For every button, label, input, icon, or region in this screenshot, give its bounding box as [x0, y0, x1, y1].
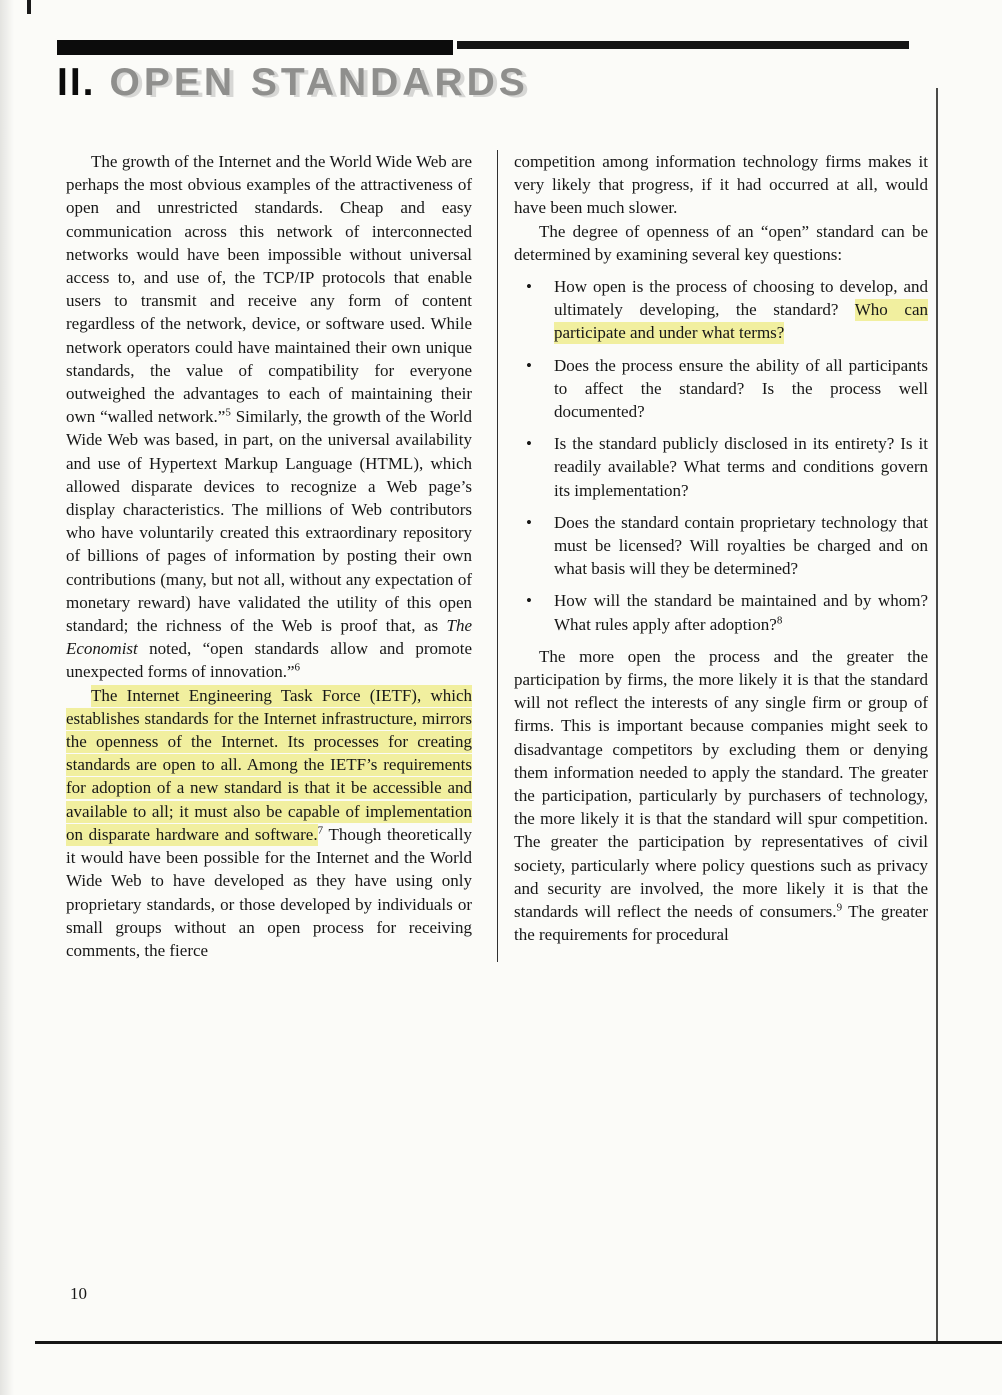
two-column-text-body	[66, 150, 934, 962]
text-segment: Though theoretically it would have been possible for the Internet and the World Wide Web to have developed as they have using only proprietary standards, or those developed by individuals or small groups without an open process for receiving comments, the fierce	[66, 824, 472, 960]
bullet-marker: •	[526, 277, 532, 297]
column-divider-rule	[497, 150, 498, 962]
footnote-reference: 9	[836, 901, 843, 914]
bullet-text	[554, 589, 928, 635]
paragraph	[514, 645, 928, 947]
footnote-reference: 8	[776, 614, 783, 626]
footnote-reference: 7	[317, 824, 324, 837]
text-segment: The Economist	[66, 616, 472, 659]
left-column	[66, 150, 472, 962]
right-column	[514, 150, 928, 962]
text-segment: How open is the process of choosing to develop, and ultimately developing, the standard?	[554, 277, 928, 320]
text-segment: Similarly, the growth of the World Wide Web was based, in part, on the universal availability and use of Hypertext Markup Language (HTML), which allowed disparate devices to recognize a Web page’s display characteristics. The millions of Web contributors who have voluntarily created this extraordinary repository of billions of pages of information by posting their own contributions (many, but not all, without any expectation of monetary reward) have validated the utility of this open standard; the richness of the Web is proof that, as	[66, 407, 472, 636]
text-segment: Does the process ensure the ability of all participants to affect the standard? Is the process well documented?	[554, 355, 928, 422]
footnote-reference: 5	[225, 406, 231, 419]
paragraph	[66, 150, 472, 684]
scan-edge-shadow	[0, 0, 14, 1395]
paragraph	[66, 684, 472, 962]
bullet-text	[554, 432, 928, 502]
bullet-text	[554, 511, 928, 581]
text-segment: Does the standard contain proprietary technology that must be licensed? Will royalties be charged and on what basis will they be determined?	[554, 512, 928, 579]
section-numeral: II.	[57, 61, 96, 104]
footnote-reference: 6	[294, 661, 300, 674]
text-segment: Is the standard publicly disclosed in its entirety? Is it readily available? What terms and conditions govern its implementation?	[554, 434, 928, 500]
section-title-text: OPEN STANDARDS	[109, 61, 529, 104]
text-segment: The more open the process and the greater the participation by firms, the more likely it is that the standard will not reflect the interests of any single firm or group of firms. This is important because companies might seek to disadvantage competitors by excluding them or denying them information needed to apply the standard. The greater the participation, particularly by purchasers of technology, the more likely it is that the standard will spur competition. The greater the participation by representatives of civil society, particularly where policy questions such as privacy and security are involved, the more likely it is that the standards will reflect the needs of consumers.	[514, 646, 928, 922]
bullet-text	[554, 354, 928, 424]
scan-page-edge-line	[936, 88, 938, 1342]
text-segment: The growth of the Internet and the World Wide Web are perhaps the most obvious examples of the attractiveness of open and unrestricted standards. Cheap and easy communication across this network of interconnected networks would have been impossible without universal access to, and use of, the TCP/IP protocols that enable users to transmit and receive any form of content regardless of the network, device, or software used. While network operators could have maintained their own unique standards, the value of compatibility for everyone outweighed the advantages to each of maintaining their own “walled network.”	[66, 152, 472, 427]
bullet-text	[554, 275, 928, 345]
text-segment: noted, “open standards allow and promote unexpected forms of innovation.”	[66, 639, 472, 682]
section-title	[57, 61, 917, 105]
bullet-item	[522, 511, 928, 581]
section-header	[57, 40, 917, 105]
bullet-item	[522, 275, 928, 345]
header-bar-thin	[457, 41, 909, 49]
bottom-rule	[35, 1341, 1002, 1344]
bullet-item	[522, 432, 928, 502]
text-segment: How will the standard be maintained and by whom? What rules apply after adoption?	[554, 591, 928, 634]
scan-artifact-mark	[27, 0, 31, 14]
highlighted-text: Who can participate and under what terms?	[554, 300, 928, 343]
bullet-item	[522, 589, 928, 635]
paragraph	[514, 150, 928, 220]
text-segment: The degree of openness of an “open” standard can be determined by examining several key questions:	[514, 221, 928, 264]
page-number: 10	[70, 1284, 87, 1303]
header-rule-bars	[57, 40, 917, 55]
text-segment: The greater the requirements for procedural	[514, 902, 928, 945]
paragraph	[514, 220, 928, 266]
highlighted-text: The Internet Engineering Task Force (IETF), which establishes standards for the Internet infrastructure, mirrors the openness of the Internet. Its processes for creating standards are open to all. Among the IETF’s requirements for adoption of a new standard is that it be accessible and available to all; it must also be capable of implementation on disparate hardware and software.	[66, 685, 472, 844]
bullet-marker: •	[526, 591, 532, 611]
bullet-marker: •	[526, 434, 532, 454]
bullet-marker: •	[526, 512, 532, 532]
text-segment: competition among information technology firms makes it very likely that progress, if it had occurred at all, would have been much slower.	[514, 152, 928, 218]
bullet-item	[522, 354, 928, 424]
bullet-marker: •	[526, 355, 532, 375]
header-bar-thick	[57, 40, 453, 55]
